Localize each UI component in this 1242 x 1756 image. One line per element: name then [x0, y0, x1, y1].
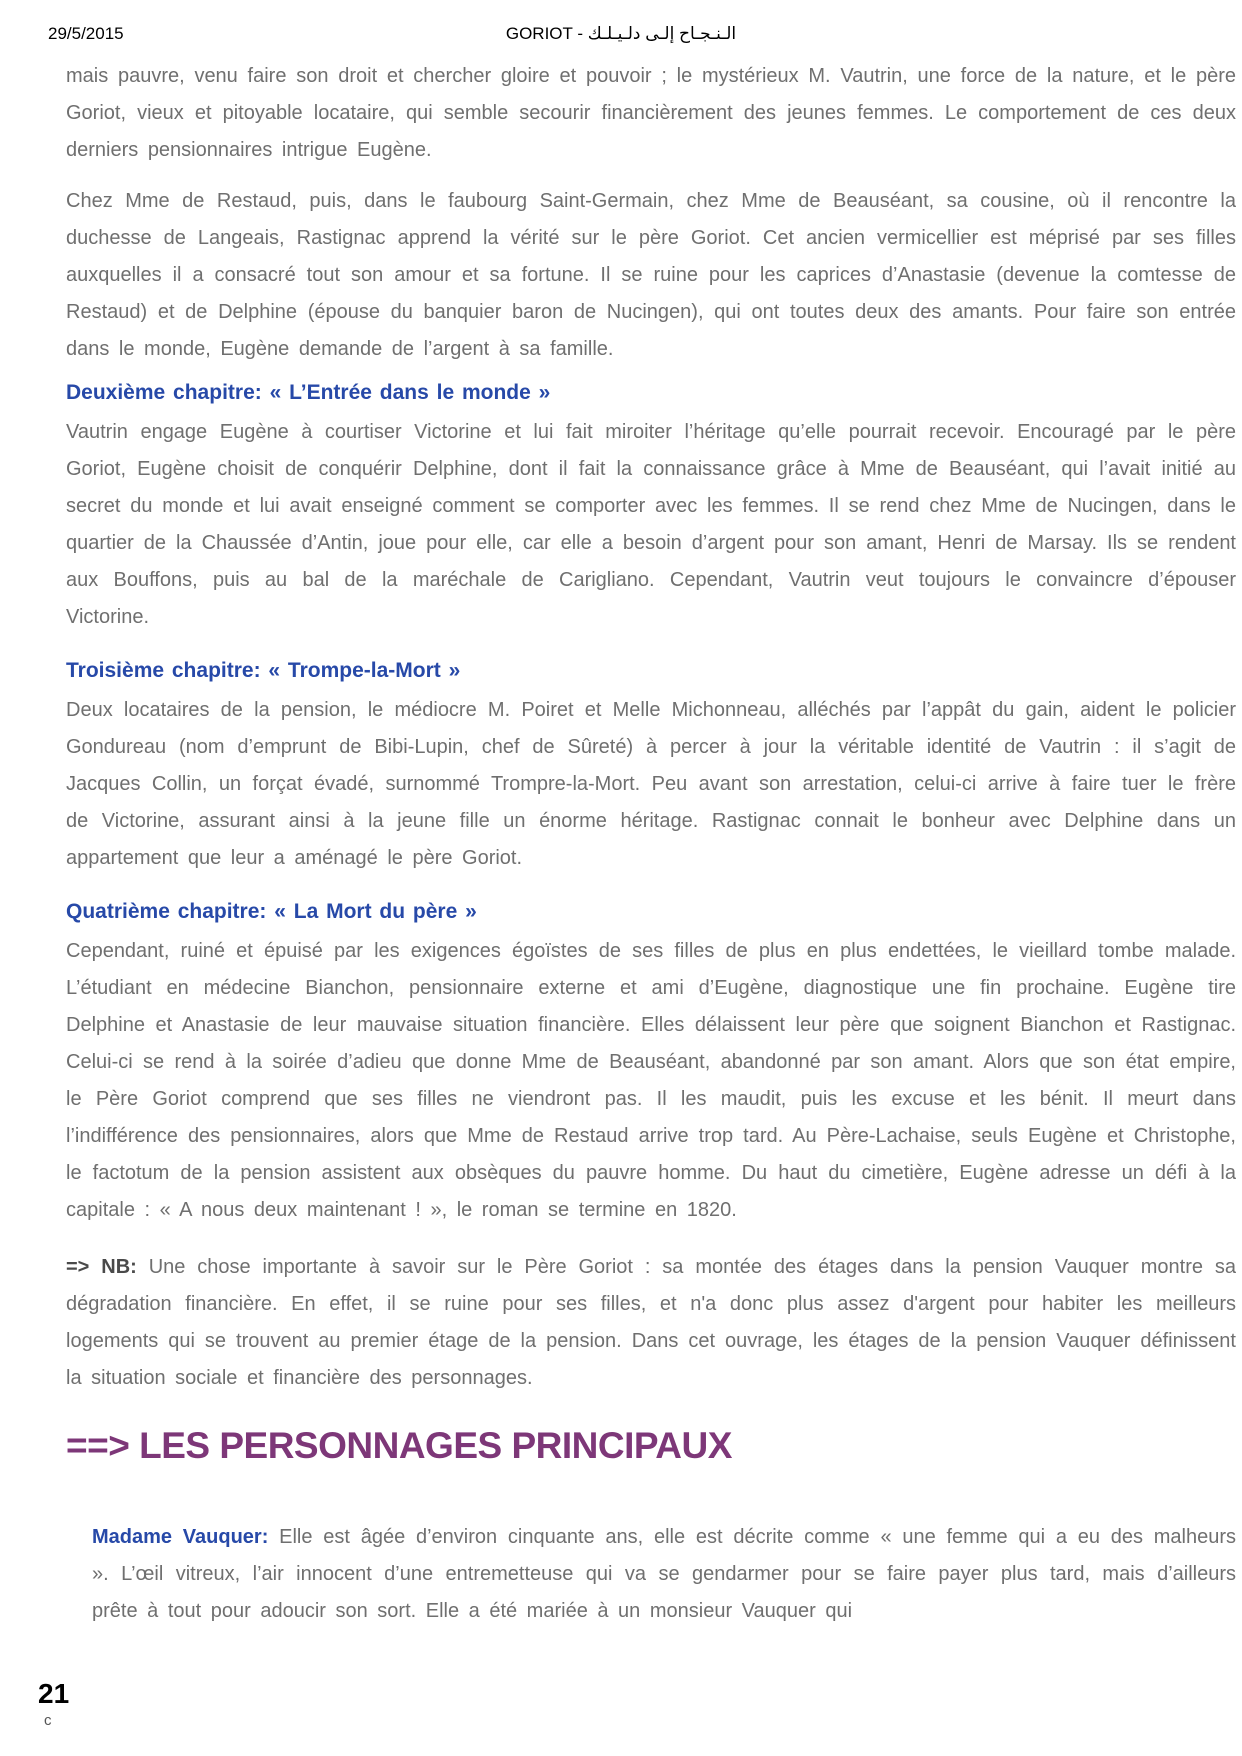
- character-description: Elle est âgée d’environ cinquante ans, elle est décrite comme « une femme qui a eu des malheurs ». L’œil vitreux, l’air innocent d’une entremetteuse qui va se gendarmer pour se faire payer plus tard, mais d’ailleurs prête à tout pour adoucir son sort. Elle a été mariée à un monsieur Vauquer qui: [92, 1526, 1236, 1622]
- stray-character: c: [44, 1712, 52, 1729]
- chapter-3-heading: Troisième chapitre: « Trompe-la-Mort »: [66, 659, 461, 682]
- character-vauquer: [92, 1519, 1236, 1630]
- chapter-4-body: Cependant, ruiné et épuisé par les exigences égoïstes de ses filles de plus en plus endettées, le vieillard tombe malade. L’étudiant en médecine Bianchon, pensionnaire externe et ami d’Eugène, diagnostique une fin prochaine. Eugène tire Delphine et Anastasie de leur mauvaise situation financière. Elles délaissent leur père que soignent Bianchon et Rastignac. Celui-ci se rend à la soirée d’adieu que donne Mme de Beauséant, abandonné par son amant. Alors que son état empire, le Père Goriot comprend que ses filles ne viendront pas. Il les maudit, puis les excuse et les bénit. Il meurt dans l’indifférence des pensionnaires, alors que Mme de Restaud arrive trop tard. Au Père-Lachaise, seuls Eugène et Christophe, le factotum de la pension assistent aux obsèques du pauvre homme. Du haut du cimetière, Eugène adresse un défi à la capitale : « A nous deux maintenant ! », le roman se termine en 1820.: [66, 940, 1236, 1221]
- nb-note: [66, 1249, 1236, 1397]
- print-date: 29/5/2015: [48, 24, 124, 43]
- page-header: [0, 24, 1242, 46]
- chapter-2-heading: Deuxième chapitre: « L’Entrée dans le monde »: [66, 381, 551, 404]
- chapter-3-body: Deux locataires de la pension, le médiocre M. Poiret et Melle Michonneau, alléchés par l’appât du gain, aident le policier Gondureau (nom d’emprunt de Bibi-Lupin, chef de Sûreté) à percer à jour la véritable identité de Vautrin : il s’agit de Jacques Collin, un forçat évadé, surnommé Trompre-la-Mort. Peu avant son arrestation, celui-ci arrive à faire tuer le frère de Victorine, assurant ainsi à la jeune fille un énorme héritage. Rastignac connait le bonheur avec Delphine dans un appartement que leur a aménagé le père Goriot.: [66, 699, 1236, 869]
- paragraph-restaud: Chez Mme de Restaud, puis, dans le faubourg Saint-Germain, chez Mme de Beauséant, sa cousine, où il rencontre la duchesse de Langeais, Rastignac apprend la vérité sur le père Goriot. Cet ancien vermicellier est méprisé par ses filles auxquelles il a consacré tout son amour et sa fortune. Il se ruine pour les caprices d’Anastasie (devenue la comtesse de Restaud) et de Delphine (épouse du banquier baron de Nucingen), qui ont toutes deux des amants. Pour faire son entrée dans le monde, Eugène demande de l’argent à sa famille.: [66, 190, 1236, 360]
- paragraph-intro: mais pauvre, venu faire son droit et chercher gloire et pouvoir ; le mystérieux M. Vautrin, une force de la nature, et le père Goriot, vieux et pitoyable locataire, qui semble secourir financièrement des jeunes femmes. Le comportement de ces deux derniers pensionnaires intrigue Eugène.: [66, 65, 1236, 161]
- chapter-4-heading: Quatrième chapitre: « La Mort du père »: [66, 900, 477, 923]
- page-title: GORIOT - دلـيـلـك ‎إلـى ‎الـنـجـاح: [505, 24, 737, 43]
- personnages-heading: ==> LES PERSONNAGES PRINCIPAUX: [66, 1425, 732, 1466]
- character-name-label: Madame Vauquer:: [92, 1526, 269, 1548]
- chapter-2-body: Vautrin engage Eugène à courtiser Victorine et lui fait miroiter l’héritage qu’elle pourrait recevoir. Encouragé par le père Goriot, Eugène choisit de conquérir Delphine, dont il fait la connaissance grâce à Mme de Beauséant, qui l’avait initié au secret du monde et lui avait enseigné comment se comporter avec les femmes. Il se rend chez Mme de Nucingen, dans le quartier de la Chaussée d’Antin, joue pour elle, car elle a besoin d’argent pour son amant, Henri de Marsay. Ils se rendent aux Bouffons, puis au bal de la maréchale de Carigliano. Cependant, Vautrin veut toujours le convaincre d’épouser Victorine.: [66, 421, 1236, 628]
- nb-text: Une chose importante à savoir sur le Père Goriot : sa montée des étages dans la pension Vauquer montre sa dégradation financière. En effet, il se ruine pour ses filles, et n'a donc plus assez d'argent pour habiter les meilleurs logements qui se trouvent au premier étage de la pension. Dans cet ouvrage, les étages de la pension Vauquer définissent la situation sociale et financière des personnages.: [66, 1256, 1236, 1389]
- page-number: 21: [38, 1678, 70, 1709]
- document-body: [66, 58, 1236, 1630]
- nb-label: => NB:: [66, 1256, 137, 1278]
